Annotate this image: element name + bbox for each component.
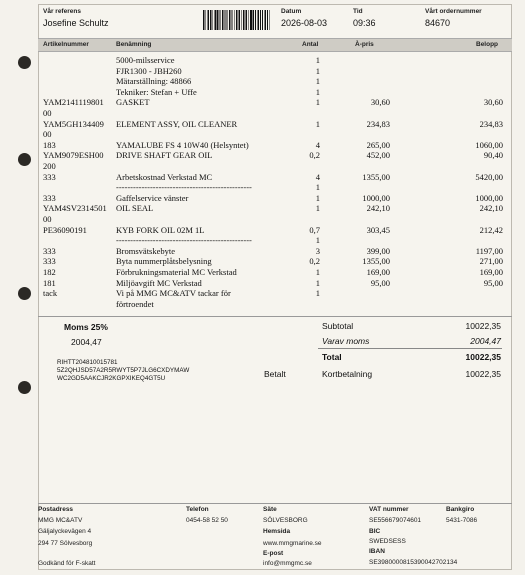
cell-name: ------------------------------------------------ <box>116 182 252 193</box>
cell-qty: 1 <box>315 86 320 97</box>
cell-amount: 30,60 <box>483 97 503 108</box>
vat-number-label: VAT nummer <box>369 506 409 513</box>
divider <box>38 316 512 317</box>
col-article: Artikelnummer <box>43 41 89 48</box>
cell-qty: 1 <box>315 267 320 277</box>
postadress-line: Gäljalyckevägen 4 <box>38 528 92 535</box>
bankgiro-label: Bankgiro <box>446 506 475 513</box>
cell-name: FJR1300 - JBH260 <box>116 65 182 76</box>
cell-article: 200 <box>43 161 56 171</box>
time-label: Tid <box>353 8 363 15</box>
cell-article: 333 <box>43 245 56 256</box>
payment-code: 5Z2QHJSD57A2R5RWYT5P7JLG6CXDYMAW <box>57 367 190 374</box>
cell-name: ------------------------------------------------ <box>116 235 252 246</box>
cell-price: 452,00 <box>366 150 390 161</box>
cell-amount: 95,00 <box>483 277 503 288</box>
cell-qty: 1 <box>315 235 320 246</box>
cell-qty: 1 <box>315 97 320 108</box>
cell-article: 333 <box>43 192 56 203</box>
bankgiro-value: 5431-7086 <box>446 517 478 524</box>
sate-value: SÖLVESBORG <box>263 517 308 524</box>
cell-qty: 1 <box>315 277 320 288</box>
total-value: 10022,35 <box>465 352 501 362</box>
telefon-label: Telefon <box>186 506 209 513</box>
card-value: 10022,35 <box>465 369 501 379</box>
cell-name: förtroendet <box>116 298 154 309</box>
postadress-line: MMG MC&ATV <box>38 517 83 524</box>
iban-value: SE3980000815390042702134 <box>369 559 458 566</box>
cell-price: 265,00 <box>366 139 390 150</box>
cell-name: OIL SEAL <box>116 203 154 214</box>
cell-name: GASKET <box>116 97 150 108</box>
total-label: Total <box>322 352 342 362</box>
cell-name: Vi på MMG MC&ATV tackar för <box>116 288 231 299</box>
cell-name: Gaffelservice vänster <box>116 192 189 203</box>
cell-article: 333 <box>43 171 56 182</box>
cell-qty: 1 <box>315 55 320 65</box>
cell-price: 95,00 <box>370 277 390 288</box>
cell-article: 00 <box>43 214 52 224</box>
payment-code: RIHTT204810015781 <box>57 359 118 366</box>
cell-article: YAM9079ESH00 <box>43 150 104 161</box>
cell-price: 399,00 <box>366 245 390 256</box>
cell-article: 181 <box>43 277 56 288</box>
subtotal-value: 10022,35 <box>465 321 501 331</box>
hemsida-label: Hemsida <box>263 528 291 535</box>
cell-price: 169,00 <box>366 267 390 277</box>
postadress-label: Postadress <box>38 506 74 513</box>
ref-label: Vår referens <box>43 8 81 15</box>
cell-name: Tekniker: Stefan + Uffe <box>116 86 197 97</box>
binder-hole <box>18 153 31 166</box>
cell-name: YAMALUBE FS 4 10W40 (Helsyntet) <box>116 139 249 150</box>
cell-price: 1355,00 <box>362 256 390 267</box>
barcode <box>203 10 270 30</box>
cell-article: 00 <box>43 108 52 118</box>
bic-value: SWEDSESS <box>369 538 406 545</box>
cell-qty: 1 <box>315 288 320 299</box>
cell-amount: 242,10 <box>479 203 503 214</box>
card-label: Kortbetalning <box>322 369 373 379</box>
cell-amount: 5420,00 <box>475 171 503 182</box>
cell-amount: 90,40 <box>483 150 503 161</box>
cell-qty: 0,2 <box>309 150 320 161</box>
cell-amount: 1000,00 <box>475 192 503 203</box>
cell-name: Arbetskostnad Verkstad MC <box>116 171 213 182</box>
col-qty: Antal <box>302 41 319 48</box>
order-label: Vårt ordernummer <box>425 8 482 15</box>
cell-qty: 3 <box>315 245 320 256</box>
bic-label: BIC <box>369 528 381 535</box>
receipt-sheet <box>38 4 512 570</box>
payment-code: WC2GD5AAKCJR2KGPXIKEQ4GT5U <box>57 375 166 382</box>
binder-hole <box>18 381 31 394</box>
cell-price: 242,10 <box>366 203 390 214</box>
cell-article: 00 <box>43 129 52 140</box>
date-label: Datum <box>281 8 302 15</box>
cell-amount: 169,00 <box>479 267 503 277</box>
cell-amount: 234,83 <box>479 118 503 129</box>
cell-amount: 1060,00 <box>475 139 503 150</box>
binder-hole <box>18 287 31 300</box>
cell-name: KYB FORK OIL 02M 1L <box>116 224 205 235</box>
sate-label: Säte <box>263 506 277 513</box>
col-name: Benämning <box>116 41 152 48</box>
vat-number-value: SE556679074601 <box>369 517 422 524</box>
epost-label: E-post <box>263 550 284 557</box>
epost-value: info@mmgmc.se <box>263 560 312 567</box>
cell-name: Mätarställning: 48866 <box>116 76 192 87</box>
cell-name: ELEMENT ASSY, OIL CLEANER <box>116 118 238 129</box>
cell-price: 303,45 <box>366 224 390 235</box>
cell-qty: 4 <box>315 171 320 182</box>
cell-article: YAM4SV2314501 <box>43 203 107 214</box>
cell-article: YAM2141119801 <box>43 97 104 108</box>
iban-label: IBAN <box>369 548 385 555</box>
subtotal-label: Subtotal <box>322 321 354 331</box>
postadress-line: 294 77 Sölvesborg <box>38 540 93 547</box>
cell-qty: 1 <box>315 65 320 76</box>
time-value: 09:36 <box>353 18 376 28</box>
cell-qty: 4 <box>315 139 320 150</box>
date-value: 2026-08-03 <box>281 18 328 28</box>
paid-label: Betalt <box>264 369 286 379</box>
table-header <box>38 38 512 52</box>
cell-qty: 1 <box>315 203 320 214</box>
cell-qty: 0,2 <box>309 256 320 267</box>
cell-qty: 1 <box>315 192 320 203</box>
cell-name: Förbrukningsmaterial MC Verkstad <box>116 267 237 277</box>
varav-value: 2004,47 <box>470 336 501 346</box>
cell-qty: 1 <box>315 76 320 87</box>
vat-value: 2004,47 <box>71 337 102 347</box>
cell-price: 1355,00 <box>362 171 390 182</box>
vat-label: Moms 25% <box>64 322 108 332</box>
varav-label: Varav moms <box>322 336 370 346</box>
binder-hole <box>18 56 31 69</box>
cell-price: 1000,00 <box>362 192 390 203</box>
col-price: À-pris <box>355 41 374 48</box>
cell-amount: 212,42 <box>479 224 503 235</box>
cell-name: Miljöavgift MC Verkstad <box>116 277 202 288</box>
col-amount: Belopp <box>476 41 499 48</box>
telefon-value: 0454-58 52 50 <box>186 517 228 524</box>
ftax-text: Godkänd för F-skatt <box>38 560 96 567</box>
cell-name: DRIVE SHAFT GEAR OIL <box>116 150 213 161</box>
cell-qty: 1 <box>315 118 320 129</box>
cell-article: 182 <box>43 267 56 277</box>
cell-article: tack <box>43 288 58 299</box>
order-value: 84670 <box>425 18 451 28</box>
cell-amount: 1197,00 <box>475 245 503 256</box>
total-divider <box>318 348 502 349</box>
footer-divider <box>38 503 512 504</box>
cell-name: 5000-milsservice <box>116 55 175 65</box>
cell-name: Byta nummerplåtsbelysning <box>116 256 212 267</box>
cell-qty: 1 <box>315 182 320 193</box>
cell-article: PE36090191 <box>43 224 87 235</box>
cell-amount: 271,00 <box>479 256 503 267</box>
cell-article: 183 <box>43 139 56 150</box>
cell-article: 333 <box>43 256 56 267</box>
cell-name: Bromsvätskebyte <box>116 245 176 256</box>
cell-article: YAM5GH134409 <box>43 118 104 129</box>
cell-qty: 0,7 <box>309 224 320 235</box>
ref-value: Josefine Schultz <box>43 18 109 28</box>
cell-price: 234,83 <box>366 118 390 129</box>
cell-price: 30,60 <box>370 97 390 108</box>
hemsida-value: www.mmgmarine.se <box>263 540 322 547</box>
